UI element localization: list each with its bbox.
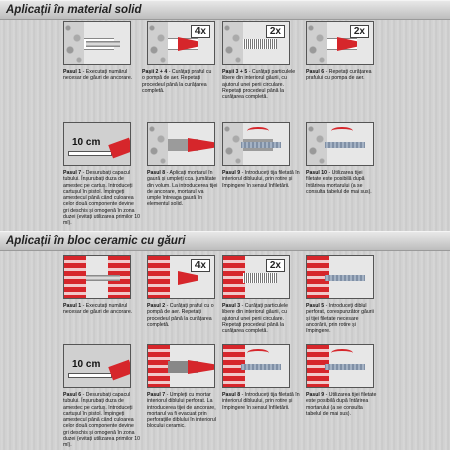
cartridge-icon — [108, 360, 131, 381]
caption-solid-6: Pasul 6 - Repetați curățarea prafului cu pompa de aer. — [306, 69, 372, 82]
caption-ceramic-9: Pasul 9 - Utilizarea tijei filetate este posibilă după întărirea mortarului (a se consulta tabelul de mai sus). — [306, 392, 377, 417]
stone-texture — [307, 22, 327, 65]
brush-icon — [243, 39, 277, 49]
panel-ceramic-step-3 — [222, 255, 290, 299]
brush-icon — [243, 273, 277, 283]
panel-ceramic-step-1 — [63, 255, 131, 299]
repeat-badge: 4x — [191, 259, 210, 272]
brick-texture — [148, 345, 170, 388]
air-pump-icon — [178, 271, 198, 285]
panel-ceramic-step-9 — [306, 344, 374, 388]
caption-ceramic-6: Pasul 6 - Desurubați capacul tubului. Înșurubați duza de amestec pe cartuș. Introduceți cartușul în pistol. Împingeți amestecul până când culoarea celor două componente devine gri deschis și omogenă în zona duzei (evitați utilizarea primilor 10 ml). — [63, 392, 140, 449]
threaded-rod-icon — [325, 142, 365, 148]
brick-texture — [148, 256, 170, 299]
ten-cm-label: 10 cm — [72, 137, 101, 148]
mixing-nozzle-icon — [68, 151, 112, 156]
injection-nozzle-icon — [188, 360, 214, 374]
panel-solid-step-6 — [306, 21, 374, 65]
threaded-rod-icon — [325, 364, 365, 370]
caption-ceramic-3: Pasul 3 - Curățați particulele libere din interiorul găurii, cu ajutorul unei perii circulare. Repetați procedeul până la curățarea completă. — [222, 303, 289, 335]
drill-icon — [86, 41, 120, 47]
caption-ceramic-8: Pasul 8 - Introduceți tija filetată în interiorul dibluului, prin rotire și împingere în sensul înfiletării. — [222, 392, 300, 411]
caption-ceramic-5: Pasul 5 - Introduceți diblul perforat, corespunzător găurii și tijei filetate necesare ancorării, prin rotire și împingere. — [306, 303, 374, 335]
caption-solid-3: Pașii 3 + 5 - Curățați particulele libere din interiorul găurii, cu ajutorul unei perii circulare. Repetați procedeul până la curățarea completă. — [222, 69, 296, 101]
repeat-badge: 2x — [350, 25, 369, 38]
panel-solid-step-9 — [222, 122, 290, 166]
rotate-arrow-icon — [331, 349, 353, 357]
stone-texture — [223, 123, 243, 166]
caption-solid-1: Pasul 1 - Executați numărul necesar de găuri de ancorare. — [63, 69, 133, 82]
repeat-badge: 4x — [191, 25, 210, 38]
cartridge-icon — [108, 138, 131, 159]
threaded-rod-icon — [241, 364, 281, 370]
caption-solid-10: Pasul 10 - Utilizarea tijei filetate este posibilă după întărirea mortarului (a se consulta tabelul de mai sus). — [306, 170, 372, 195]
mixing-nozzle-icon — [68, 373, 112, 378]
stone-texture — [148, 22, 168, 65]
injection-nozzle-icon — [188, 138, 214, 152]
section-title-ceramic: Aplicații în bloc ceramic cu găuri — [0, 231, 450, 251]
stone-texture — [64, 22, 84, 65]
panel-solid-step-10 — [306, 122, 374, 166]
caption-solid-9: Pasul 9 - Introduceți tija filetată în interiorul dibluului, prin rotire și împingere în sensul înfiletării. — [222, 170, 300, 189]
rotate-arrow-icon — [331, 127, 353, 135]
caption-solid-7: Pasul 7 - Desurubați capacul tubului. Înșurubați duza de amestec pe cartuș. Introduceți cartușul în pistol. Împingeți amestecul până când culoarea celor două componente devine gri deschis și omogenă în zona duzei (evitați utilizarea primilor 10 ml). — [63, 170, 140, 227]
caption-solid-2: Pașii 2 + 4 - Curățați praful cu o pompă de aer. Repetați procedeul până la curățarea completă. — [142, 69, 212, 94]
panel-solid-step-1 — [63, 21, 131, 65]
brick-texture — [64, 256, 86, 299]
panel-ceramic-step-2 — [147, 255, 215, 299]
stone-texture — [223, 22, 243, 65]
perforated-sleeve-icon — [325, 275, 365, 281]
panel-ceramic-step-5 — [306, 255, 374, 299]
panel-ceramic-step-8 — [222, 344, 290, 388]
panel-solid-step-7 — [63, 122, 131, 166]
section-title-solid: Aplicații în material solid — [0, 0, 450, 20]
caption-ceramic-1: Pasul 1 - Executați numărul necesar de găuri de ancorare. — [63, 303, 133, 316]
panel-ceramic-step-7 — [147, 344, 215, 388]
stone-texture — [148, 123, 168, 166]
panel-solid-step-8 — [147, 122, 215, 166]
drill-icon — [86, 275, 120, 281]
threaded-rod-icon — [241, 142, 281, 148]
repeat-badge: 2x — [266, 259, 285, 272]
panel-solid-step-2 — [147, 21, 215, 65]
brick-texture — [223, 256, 245, 299]
panel-solid-step-3 — [222, 21, 290, 65]
panel-ceramic-step-6 — [63, 344, 131, 388]
caption-solid-8: Pasul 8 - Aplicați mortarul în gaură și umpleți cca. jumătate din volum. La introducerea tijei de ancorare, mortarul va umple întreaga gaură în elementul solid. — [147, 170, 218, 208]
ten-cm-label: 10 cm — [72, 359, 101, 370]
caption-ceramic-7: Pasul 7 - Umpleți cu mortar interiorul diblului perforat. La introducerea tijei de ancorare, mortarul va fi evacuat prin perforațiile diblului în interiorul blocului ceramic. — [147, 392, 216, 430]
rotate-arrow-icon — [247, 349, 269, 357]
stone-texture — [307, 123, 327, 166]
repeat-badge: 2x — [266, 25, 285, 38]
rotate-arrow-icon — [247, 127, 269, 135]
caption-ceramic-2: Pasul 2 - Curățați praful cu o pompă de aer. Repetați procedeul până la curățarea completă. — [147, 303, 214, 328]
